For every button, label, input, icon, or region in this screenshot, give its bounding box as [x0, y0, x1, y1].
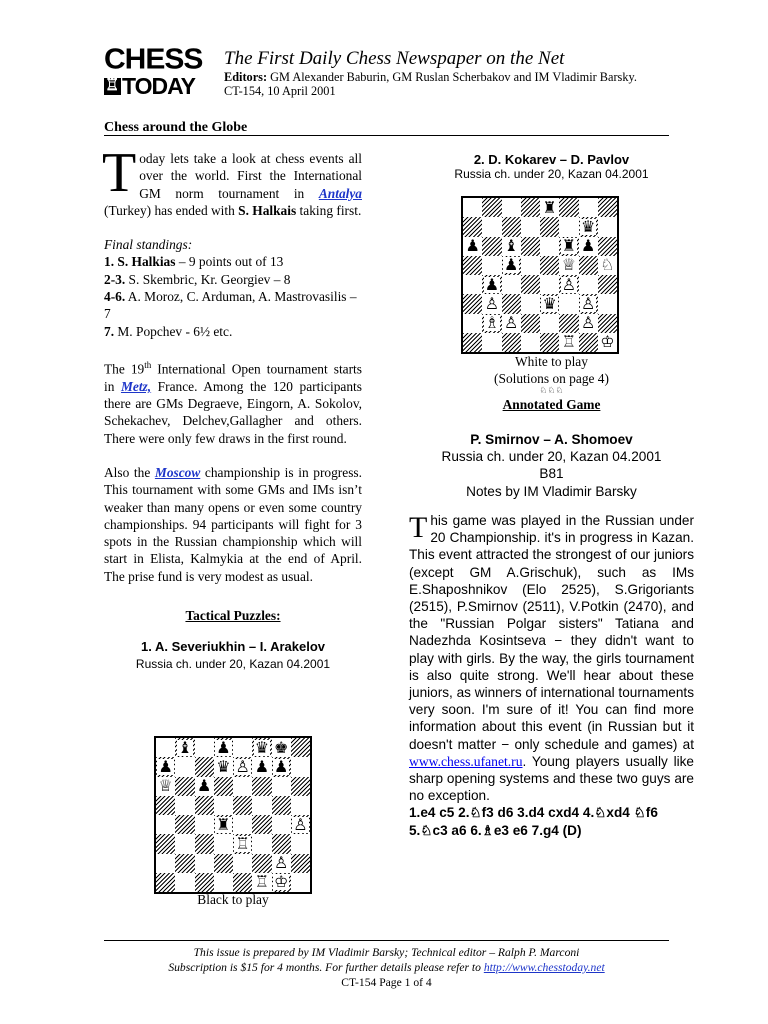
board-square — [214, 834, 233, 853]
board-square — [579, 256, 598, 275]
board-square — [195, 796, 214, 815]
board-square — [233, 834, 252, 853]
editors-line — [224, 70, 637, 85]
board-square — [482, 198, 501, 217]
standings-rest: A. Moroz, C. Arduman, A. Mastrovasilis – 7 — [104, 289, 357, 322]
chess-piece: ♟ — [503, 255, 519, 275]
board-square — [214, 854, 233, 873]
board-square — [195, 815, 214, 834]
board-square — [521, 237, 540, 256]
board-square — [502, 294, 521, 313]
chess-piece: ♟ — [580, 236, 596, 256]
board-square — [463, 294, 482, 313]
chess-piece: ♕ — [561, 255, 577, 275]
game-eco: B81 — [539, 466, 564, 482]
board-square — [156, 854, 175, 873]
ufanet-link[interactable]: www.chess.ufanet.ru — [409, 753, 523, 769]
board-square — [252, 815, 271, 834]
board-square — [482, 294, 501, 313]
chess-piece: ♘ — [600, 255, 615, 275]
board-square — [540, 314, 559, 333]
board-square — [252, 834, 271, 853]
board-square — [233, 815, 252, 834]
chess-piece: ♛ — [254, 737, 270, 757]
standings-header: Final standings: — [104, 237, 193, 253]
solutions-note: (Solutions on page 4) — [494, 371, 609, 386]
chess-piece: ♝ — [177, 737, 193, 757]
board-square — [233, 854, 252, 873]
chess-piece: ♜ — [216, 814, 231, 834]
footer-divider — [104, 940, 669, 941]
chess-piece: ♝ — [503, 236, 519, 256]
puzzle2-header — [409, 152, 694, 181]
chess-piece: ♗ — [484, 313, 500, 333]
board-square — [521, 333, 540, 352]
board-square — [291, 815, 310, 834]
rook-icon — [104, 78, 121, 95]
chess-piece: ♟ — [465, 236, 480, 256]
chess-piece: ♔ — [600, 332, 615, 352]
puzzle1-caption: Black to play — [197, 892, 269, 907]
board-square — [598, 256, 617, 275]
board-square — [291, 738, 310, 757]
final-standings — [104, 236, 362, 340]
board-square — [540, 198, 559, 217]
standings-place: 4-6. — [104, 289, 126, 305]
puzzle2-title: 2. D. Kokarev – D. Pavlov — [473, 152, 630, 167]
chess-piece: ♟ — [196, 776, 212, 796]
board-square — [598, 237, 617, 256]
chess-piece: ♙ — [235, 756, 250, 776]
board-square — [291, 834, 310, 853]
board-square — [579, 294, 598, 313]
board-square — [482, 314, 501, 333]
left-column — [102, 142, 362, 673]
board-square — [233, 873, 252, 892]
board-square — [463, 275, 482, 294]
standings-place: 7. — [104, 323, 115, 339]
p2-text-a: The 19 — [104, 361, 145, 377]
chess-piece: ♚ — [273, 737, 289, 757]
board-square — [502, 314, 521, 333]
board-square — [598, 275, 617, 294]
puzzle1-event: Russia ch. under 20, Kazan 04.2001 — [135, 656, 331, 671]
board-square — [175, 815, 194, 834]
game-moves: 1.e4 c5 2.♘f3 d6 3.d4 cxd4 4.♘xd4 ♘f6 5.♘c3 a6 6.♗e3 e6 7.g4 (D) — [409, 805, 658, 838]
chess-piece: ♛ — [216, 756, 231, 776]
chess-piece: ♟ — [484, 274, 500, 294]
board-square — [175, 757, 194, 776]
puzzle1-title: 1. A. Severiukhin – I. Arakelov — [140, 639, 325, 655]
board-square — [195, 854, 214, 873]
board-square — [521, 314, 540, 333]
dropcap: T — [409, 511, 428, 544]
board-square — [195, 738, 214, 757]
board-square — [272, 796, 291, 815]
board-square — [502, 237, 521, 256]
board-square — [156, 815, 175, 834]
section-divider — [104, 135, 669, 136]
board-square — [252, 757, 271, 776]
board-square — [482, 217, 501, 236]
board-square — [156, 834, 175, 853]
intro-text-b: (Turkey) has ended with — [104, 202, 239, 218]
intro-paragraph — [102, 142, 362, 219]
game-event: Russia ch. under 20, Kazan 04.2001 — [441, 449, 662, 465]
game-title: P. Smirnov – A. Shomoev — [470, 432, 633, 447]
moscow-paragraph — [104, 464, 362, 585]
puzzle2-caption: White to play — [515, 354, 588, 369]
board-square — [233, 796, 252, 815]
board-square — [521, 256, 540, 275]
board-square — [175, 834, 194, 853]
dropcap: T — [102, 142, 137, 204]
board-square — [195, 777, 214, 796]
board-square — [214, 815, 233, 834]
board-square — [233, 757, 252, 776]
board-square — [175, 873, 194, 892]
metz-link[interactable]: Metz, — [120, 378, 152, 394]
board-square — [579, 217, 598, 236]
board-square — [272, 757, 291, 776]
board-square — [195, 834, 214, 853]
board-square — [559, 256, 578, 275]
board-square — [214, 738, 233, 757]
chess-piece: ♖ — [561, 332, 577, 352]
board-square — [252, 873, 271, 892]
board-square — [156, 738, 175, 757]
metz-paragraph — [104, 357, 362, 447]
editors-names: GM Alexander Baburin, GM Ruslan Scherbakov and IM Vladimir Barsky. — [267, 70, 637, 84]
board-square — [540, 275, 559, 294]
chess-piece: ♜ — [542, 197, 557, 217]
footer-page-number: CT-154 Page 1 of 4 — [341, 976, 432, 989]
board-square — [291, 873, 310, 892]
board-square — [559, 333, 578, 352]
chess-piece: ♛ — [542, 293, 557, 313]
newspaper-title: The First Daily Chess Newspaper on the Net — [224, 48, 565, 69]
chess-piece: ♙ — [561, 274, 577, 294]
intro-text-a: oday lets take a look at chess events all over the world. First the International GM norm tournament in — [139, 151, 362, 201]
board-square — [214, 757, 233, 776]
board-square — [598, 198, 617, 217]
board-square — [233, 738, 252, 757]
chess-piece: ♙ — [503, 313, 519, 333]
board-square — [463, 237, 482, 256]
board-square — [175, 854, 194, 873]
chess-piece: ♙ — [580, 313, 596, 333]
board-square — [598, 333, 617, 352]
board-square — [233, 777, 252, 796]
board-square — [156, 777, 175, 796]
moscow-link[interactable]: Moscow — [154, 464, 201, 480]
board-square — [559, 294, 578, 313]
board-square — [252, 854, 271, 873]
standings-row — [104, 288, 362, 323]
board-square — [482, 333, 501, 352]
chess-piece: ♟ — [254, 756, 270, 776]
board-square — [272, 873, 291, 892]
board-square — [214, 777, 233, 796]
logo-line1: CHESS — [104, 43, 203, 76]
board-square — [579, 275, 598, 294]
antalya-link[interactable]: Antalya — [318, 185, 362, 201]
board-square — [195, 757, 214, 776]
game-text-a: his game was played in the Russian under 20 Championship. it's in progress in Kazan. This event attracted the strongest of our juniors (except GM A.Grischuk), such as IMs E.Shaposhnikov (Elo 2525), S.Grigoriants (2515), P.Smirnov (2511), V.Potkin (2470), and the "Russian Polgar sisters" Tatiana and Nadezhda Kosintseva − they didn't want to play with girls. By the way, the girls tournament is also quite strong. We'll hear about these juniors, as winners of international tournaments very soon. I'm sure of it! You can find more information about this event (in Russian but it doesn't matter − only schedule and games) at — [409, 513, 694, 752]
board-square — [559, 275, 578, 294]
p2-text-c: France. Among the 120 participants there are GMs Degraeve, Eingorn, A. Sokolov, Schekachev, Delchev,Gallagher and others. There were only few draws in the first round. — [104, 378, 362, 446]
board-square — [540, 294, 559, 313]
puzzle1-chessboard — [154, 736, 312, 894]
board-square — [559, 237, 578, 256]
board-square — [540, 217, 559, 236]
board-square — [598, 217, 617, 236]
board-square — [252, 738, 271, 757]
chess-piece: ♙ — [580, 293, 596, 313]
board-square — [579, 237, 598, 256]
board-square — [272, 854, 291, 873]
chess-piece: ♛ — [580, 216, 596, 236]
board-square — [521, 198, 540, 217]
board-square — [559, 314, 578, 333]
board-square — [521, 275, 540, 294]
standings-row — [104, 253, 362, 270]
board-square — [463, 198, 482, 217]
game-header — [409, 431, 694, 500]
board-square — [463, 217, 482, 236]
footer-line2 — [104, 961, 669, 974]
chess-piece: ♔ — [273, 872, 289, 892]
p2-sup: th — [144, 359, 152, 370]
chess-piece: ♖ — [254, 872, 270, 892]
board-square — [156, 873, 175, 892]
chess-piece: ♙ — [484, 293, 500, 313]
footer-line2-text: Subscription is $15 for 4 months. For further details please refer to — [168, 961, 484, 974]
chess-piece: ♜ — [561, 236, 577, 256]
board-square — [559, 217, 578, 236]
board-square — [272, 738, 291, 757]
board-square — [291, 796, 310, 815]
board-square — [521, 217, 540, 236]
chesstoday-link[interactable]: http://www.chesstoday.net — [483, 961, 605, 974]
board-square — [463, 333, 482, 352]
tactical-puzzles-title: Tactical Puzzles: — [185, 608, 281, 623]
board-square — [291, 854, 310, 873]
chess-piece: ♕ — [158, 776, 173, 796]
editors-label: Editors: — [224, 70, 268, 84]
board-square — [252, 796, 271, 815]
board-square — [598, 314, 617, 333]
chess-piece: ♙ — [273, 853, 289, 873]
board-square — [463, 256, 482, 275]
board-square — [463, 314, 482, 333]
board-square — [598, 294, 617, 313]
chess-piece: ♙ — [293, 814, 308, 834]
board-square — [482, 237, 501, 256]
board-square — [502, 198, 521, 217]
chess-piece: ♟ — [216, 737, 231, 757]
standings-rest: M. Popchev - 6½ etc. — [114, 323, 233, 339]
puzzle2-footer — [409, 353, 694, 413]
intro-text-c: taking first. — [296, 202, 362, 218]
standings-place: 2-3. — [104, 271, 126, 287]
section-title: Chess around the Globe — [104, 120, 248, 135]
board-square — [559, 198, 578, 217]
board-square — [291, 757, 310, 776]
game-notes: Notes by IM Vladimir Barsky — [466, 483, 637, 499]
game-intro-text — [409, 512, 694, 839]
winner-name: S. Halkais — [238, 202, 297, 218]
board-square — [502, 256, 521, 275]
logo-line2-text: TODAY — [122, 73, 195, 99]
puzzle2-event: Russia ch. under 20, Kazan 04.2001 — [454, 167, 649, 181]
standings-place: 1. — [104, 254, 115, 270]
board-square — [195, 873, 214, 892]
board-square — [214, 873, 233, 892]
p2-text-b: International Open tournament starts in — [104, 361, 362, 394]
puzzle2-chessboard — [461, 196, 619, 354]
p3-text-b: championship is in progress. This tournament with some GMs and IMs isn’t weaker than many opens or even some country championships. 94 participants will fight for 3 spots in the Russian championship which will start in Elista, Kalmykia at the end of April. The prise fund is very modest as usual. — [104, 464, 362, 584]
chess-today-logo — [104, 43, 212, 99]
board-square — [540, 256, 559, 275]
board-square — [156, 796, 175, 815]
board-square — [540, 237, 559, 256]
footer-line1: This issue is prepared by IM Vladimir Barsky; Technical editor – Ralph P. Marconi — [193, 946, 580, 959]
board-square — [521, 294, 540, 313]
standings-rest: – 9 points out of 13 — [175, 254, 284, 270]
board-square — [272, 834, 291, 853]
board-square — [175, 796, 194, 815]
board-square — [175, 738, 194, 757]
standings-row — [104, 323, 362, 340]
board-square — [579, 314, 598, 333]
board-square — [540, 333, 559, 352]
board-square — [156, 757, 175, 776]
game-text-b: . Young players usually like sharp opening systems and these two guys are no exception. — [409, 753, 694, 804]
board-square — [272, 815, 291, 834]
standings-rest: S. Skembric, Kr. Georgiev – 8 — [125, 271, 291, 287]
board-square — [502, 333, 521, 352]
chess-piece: ♖ — [235, 833, 250, 853]
standings-row — [104, 271, 362, 288]
board-square — [175, 777, 194, 796]
board-square — [482, 275, 501, 294]
board-square — [272, 777, 291, 796]
board-square — [482, 256, 501, 275]
logo-line2 — [104, 74, 212, 98]
board-square — [579, 198, 598, 217]
standings-name: S. Halkias — [117, 254, 176, 270]
chess-piece: ♟ — [158, 756, 173, 776]
board-square — [579, 333, 598, 352]
board-square — [214, 796, 233, 815]
p3-text-a: Also the — [104, 464, 155, 480]
knight-ornament: ♘♘♘ — [539, 386, 564, 396]
board-square — [291, 777, 310, 796]
chess-piece: ♟ — [273, 756, 289, 776]
board-square — [252, 777, 271, 796]
board-square — [502, 217, 521, 236]
board-square — [502, 275, 521, 294]
annotated-game-title: Annotated Game — [502, 397, 601, 412]
issue-line: CT-154, 10 April 2001 — [224, 84, 336, 98]
